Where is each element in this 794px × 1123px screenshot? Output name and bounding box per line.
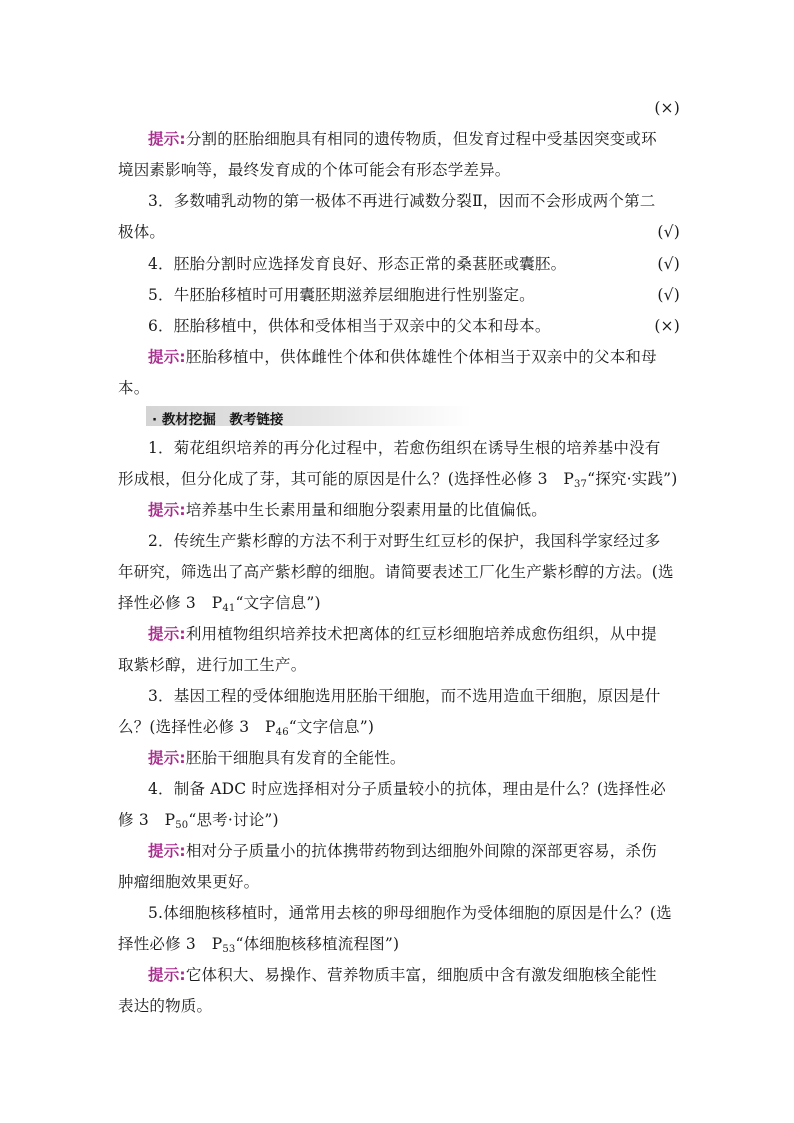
question-4 (148, 779, 680, 799)
hint-line (148, 841, 680, 861)
question-text: 择性必修 3 P (118, 594, 223, 612)
page-subscript: 37 (573, 479, 588, 490)
judgment-item-5 (148, 285, 680, 305)
item-text: 极体。 (118, 223, 166, 241)
question-1 (148, 438, 680, 458)
hint-label: 提示: (148, 348, 186, 366)
question-5-cont (118, 934, 650, 954)
question-text: 年研究，筛选出了高产紫杉醇的细胞。请简要表述工厂化生产紫杉醇的方法。(选 (118, 563, 674, 581)
judgment-mark: (√) (657, 255, 680, 273)
hint-label: 提示: (148, 749, 186, 767)
hint-text: 境因素影响等，最终发育成的个体可能会有形态学差异。 (118, 161, 511, 179)
question-text: “探究·实践”) (587, 470, 678, 488)
hint-line (148, 965, 680, 985)
hint-label: 提示: (148, 842, 186, 860)
hint-continuation (118, 996, 650, 1016)
hint-text: 分割的胚胎细胞具有相同的遗传物质，但发育过程中受基因突变或环 (185, 130, 657, 148)
question-text: 择性必修 3 P (118, 935, 223, 953)
question-4-cont (118, 810, 650, 830)
question-text: 修 3 P (118, 811, 176, 829)
judgment-mark: (√) (657, 286, 680, 304)
hint-line (148, 347, 680, 367)
question-3-cont (118, 717, 650, 737)
hint-label: 提示: (148, 130, 186, 148)
judgment-item-4 (148, 254, 680, 274)
question-2-cont (118, 593, 650, 613)
judgment-mark: (×) (654, 99, 680, 117)
item-text: 3．多数哺乳动物的第一极体不再进行减数分裂Ⅱ，因而不会形成两个第二 (148, 192, 656, 210)
question-2 (148, 531, 680, 551)
question-text: 4．制备 ADC 时应选择相对分子质量较小的抗体，理由是什么？(选择性必 (148, 780, 666, 798)
page-subscript: 41 (222, 603, 236, 614)
question-text: 2．传统生产紫杉醇的方法不利于对野生红豆杉的保护，我国科学家经过多 (148, 532, 661, 550)
hint-continuation (118, 655, 650, 675)
question-5 (148, 903, 680, 923)
question-text: 3．基因工程的受体细胞选用胚胎干细胞，而不选用造血干细胞，原因是什 (148, 687, 661, 705)
hint-text: 培养基中生长素用量和细胞分裂素用量的比值偏低。 (185, 501, 547, 519)
hint-label: 提示: (148, 966, 186, 984)
hint-text: 取紫杉醇，进行加工生产。 (118, 656, 307, 674)
judgment-item-3-cont (118, 222, 680, 242)
question-text: 1．菊花组织培养的再分化过程中，若愈伤组织在诱导生根的培养基中没有 (148, 439, 661, 457)
page-subscript: 46 (275, 727, 289, 738)
hint-text: 它体积大、易操作、营养物质丰富，细胞质中含有激发细胞核全能性 (185, 966, 657, 984)
question-3 (148, 686, 680, 706)
question-text: “体细胞核移植流程图”) (235, 935, 400, 953)
hint-text: 表达的物质。 (118, 997, 213, 1015)
hint-continuation (118, 160, 650, 180)
question-text: 形成根，但分化成了芽，其可能的原因是什么？(选择性必修 3 P (118, 470, 574, 488)
hint-continuation (118, 872, 650, 892)
hint-line (148, 500, 680, 520)
hint-text: 利用植物组织培养技术把离体的红豆杉细胞培养成愈伤组织，从中提 (185, 625, 657, 643)
hint-text: 胚胎移植中，供体雌性个体和供体雄性个体相当于双亲中的父本和母 (185, 348, 657, 366)
page-subscript: 50 (175, 820, 189, 831)
question-text: “文字信息”) (288, 718, 375, 736)
hint-line (148, 129, 680, 149)
judgment-item-6 (148, 316, 680, 336)
hint-text: 胚胎干细胞具有发育的全能性。 (185, 749, 406, 767)
hint-line (148, 748, 680, 768)
hint-label: 提示: (148, 501, 186, 519)
page-subscript: 53 (222, 944, 236, 955)
section-header (146, 406, 472, 426)
item-text: 4．胚胎分割时应选择发育良好、形态正常的桑葚胚或囊胚。 (148, 255, 567, 273)
judgment-mark: (×) (654, 317, 680, 335)
question-2-cont (118, 562, 688, 582)
judgment-item-3 (148, 191, 680, 211)
section-title: · 教材挖掘 教考链接 (152, 412, 284, 428)
question-text: “思考·讨论”) (188, 811, 279, 829)
hint-text: 本。 (118, 379, 150, 397)
question-text: “文字信息”) (235, 594, 321, 612)
hint-line (148, 624, 680, 644)
item-text: 5．牛胚胎移植时可用囊胚期滋养层细胞进行性别鉴定。 (148, 286, 535, 304)
hint-continuation (118, 378, 650, 398)
hint-text: 肿瘤细胞效果更好。 (118, 873, 260, 891)
question-text: 么？(选择性必修 3 P (118, 718, 276, 736)
hint-label: 提示: (148, 625, 186, 643)
hint-text: 相对分子质量小的抗体携带药物到达细胞外间隙的深部更容易，杀伤 (185, 842, 657, 860)
judgment-mark: (√) (657, 223, 680, 241)
question-text: 5.体细胞核移植时，通常用去核的卵母细胞作为受体细胞的原因是什么？(选 (148, 904, 672, 922)
item-text: 6．胚胎移植中，供体和受体相当于双亲中的父本和母本。 (148, 317, 551, 335)
question-1-cont (118, 469, 688, 489)
